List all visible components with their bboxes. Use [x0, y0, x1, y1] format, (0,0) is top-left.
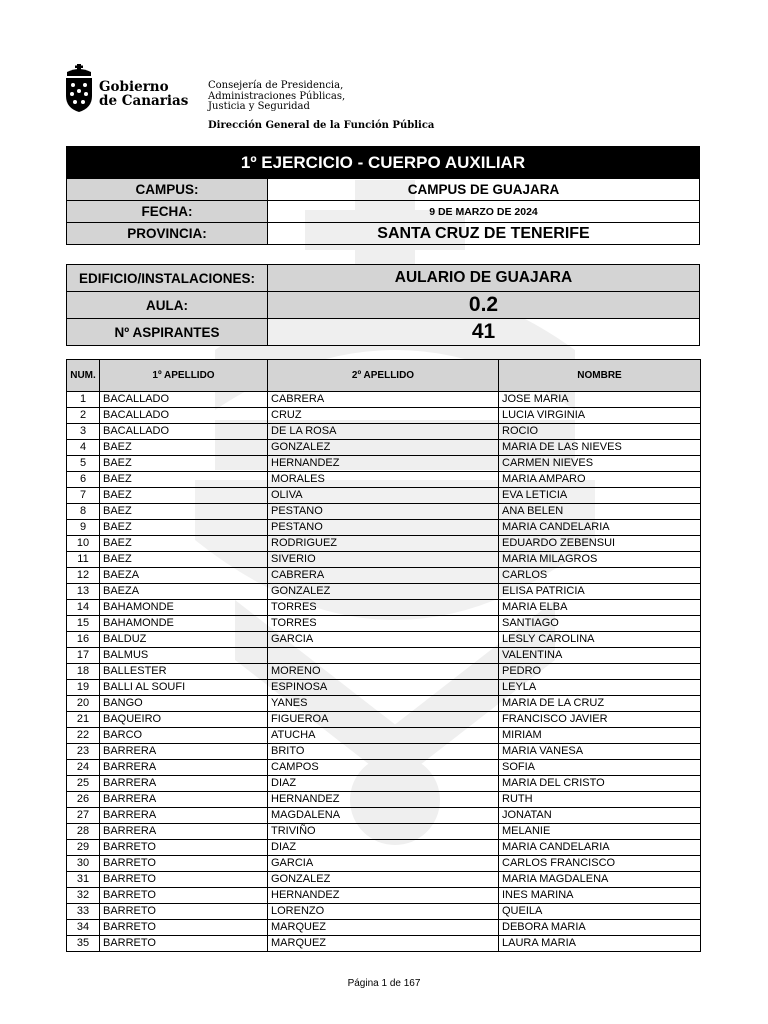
row-apellido1: BARRERA: [100, 792, 268, 808]
row-num: 21: [67, 712, 100, 728]
table-row: [67, 712, 701, 728]
row-apellido1: BARRETO: [100, 888, 268, 904]
row-apellido1: BALMUS: [100, 648, 268, 664]
row-apellido2: [268, 648, 499, 664]
row-apellido1: BALLI AL SOUFI: [100, 680, 268, 696]
row-apellido1: BARRETO: [100, 936, 268, 952]
row-nombre: DEBORA MARIA: [499, 920, 701, 936]
table-row: [67, 616, 701, 632]
consejeria-text: [208, 81, 345, 113]
row-apellido1: BALLESTER: [100, 664, 268, 680]
row-apellido2: HERNANDEZ: [268, 888, 499, 904]
row-nombre: MARIA DE LA CRUZ: [499, 696, 701, 712]
row-apellido2: HERNANDEZ: [268, 456, 499, 472]
row-num: 5: [67, 456, 100, 472]
provincia-label: PROVINCIA:: [67, 223, 268, 245]
fecha-label: FECHA:: [67, 201, 268, 223]
row-apellido1: BAHAMONDE: [100, 616, 268, 632]
row-num: 6: [67, 472, 100, 488]
row-apellido1: BAEZ: [100, 488, 268, 504]
table-row: [67, 936, 701, 952]
row-apellido1: BAEZ: [100, 440, 268, 456]
row-num: 17: [67, 648, 100, 664]
table-row: [67, 520, 701, 536]
table-row: [67, 552, 701, 568]
row-num: 27: [67, 808, 100, 824]
table-row: [67, 728, 701, 744]
row-apellido2: GONZALEZ: [268, 440, 499, 456]
col-header-apellido1: 1º APELLIDO: [100, 360, 268, 392]
row-apellido1: BARRETO: [100, 856, 268, 872]
table-row: [67, 744, 701, 760]
logo-line-2: de Canarias: [99, 93, 189, 109]
row-nombre: JOSE MARIA: [499, 392, 701, 408]
row-nombre: LEYLA: [499, 680, 701, 696]
row-nombre: VALENTINA: [499, 648, 701, 664]
row-apellido2: RODRIGUEZ: [268, 536, 499, 552]
page-number: Página 1 de 167: [347, 978, 421, 989]
row-nombre: LUCIA VIRGINIA: [499, 408, 701, 424]
table-row: [67, 536, 701, 552]
row-nombre: MARIA ELBA: [499, 600, 701, 616]
row-nombre: MARIA VANESA: [499, 744, 701, 760]
table-row: [67, 824, 701, 840]
row-apellido1: BANGO: [100, 696, 268, 712]
table-row: [67, 792, 701, 808]
row-apellido2: PESTANO: [268, 504, 499, 520]
row-num: 22: [67, 728, 100, 744]
table-row: [67, 664, 701, 680]
row-apellido1: BAEZ: [100, 504, 268, 520]
row-apellido2: CRUZ: [268, 408, 499, 424]
row-apellido1: BARRETO: [100, 904, 268, 920]
row-nombre: CARLOS FRANCISCO: [499, 856, 701, 872]
row-apellido2: GARCIA: [268, 856, 499, 872]
row-apellido1: BARRETO: [100, 872, 268, 888]
row-apellido1: BARRETO: [100, 840, 268, 856]
table-row: [67, 888, 701, 904]
row-nombre: EDUARDO ZEBENSUI: [499, 536, 701, 552]
row-apellido1: BARRERA: [100, 760, 268, 776]
row-num: 24: [67, 760, 100, 776]
row-apellido1: BAEZ: [100, 456, 268, 472]
canarias-shield-icon: [64, 64, 94, 112]
table-row: [67, 504, 701, 520]
table-row: [67, 408, 701, 424]
row-apellido1: BACALLADO: [100, 424, 268, 440]
row-num: 4: [67, 440, 100, 456]
row-apellido2: ESPINOSA: [268, 680, 499, 696]
table-row: [67, 424, 701, 440]
table-row: [67, 456, 701, 472]
row-num: 28: [67, 824, 100, 840]
edificio-label: EDIFICIO/INSTALACIONES:: [67, 265, 268, 292]
row-apellido1: BARRERA: [100, 808, 268, 824]
row-apellido1: BAHAMONDE: [100, 600, 268, 616]
row-nombre: EVA LETICIA: [499, 488, 701, 504]
row-apellido2: CABRERA: [268, 568, 499, 584]
row-nombre: QUEILA: [499, 904, 701, 920]
row-num: 14: [67, 600, 100, 616]
row-apellido1: BARRERA: [100, 744, 268, 760]
table-row: [67, 600, 701, 616]
row-apellido1: BAEZ: [100, 552, 268, 568]
row-num: 33: [67, 904, 100, 920]
row-apellido1: BAEZA: [100, 584, 268, 600]
row-nombre: ROCIO: [499, 424, 701, 440]
room-info-table: [66, 264, 700, 346]
row-num: 12: [67, 568, 100, 584]
row-apellido2: MAGDALENA: [268, 808, 499, 824]
exam-title: 1º EJERCICIO - CUERPO AUXILIAR: [67, 147, 700, 179]
row-apellido2: YANES: [268, 696, 499, 712]
campus-value: CAMPUS DE GUAJARA: [268, 179, 700, 201]
row-num: 16: [67, 632, 100, 648]
row-apellido2: MORALES: [268, 472, 499, 488]
edificio-value: AULARIO DE GUAJARA: [268, 265, 700, 292]
table-row: [67, 392, 701, 408]
row-num: 32: [67, 888, 100, 904]
row-apellido1: BAEZ: [100, 472, 268, 488]
row-num: 23: [67, 744, 100, 760]
row-apellido2: GARCIA: [268, 632, 499, 648]
row-apellido2: LORENZO: [268, 904, 499, 920]
table-row: [67, 584, 701, 600]
row-apellido1: BARRERA: [100, 776, 268, 792]
candidates-table: [66, 359, 701, 952]
row-num: 35: [67, 936, 100, 952]
table-row: [67, 440, 701, 456]
row-nombre: MARIA DEL CRISTO: [499, 776, 701, 792]
row-apellido2: DIAZ: [268, 840, 499, 856]
row-num: 7: [67, 488, 100, 504]
table-row: [67, 872, 701, 888]
candidates-body: [67, 392, 701, 952]
col-header-nombre: NOMBRE: [499, 360, 701, 392]
row-apellido2: OLIVA: [268, 488, 499, 504]
row-nombre: PEDRO: [499, 664, 701, 680]
row-nombre: FRANCISCO JAVIER: [499, 712, 701, 728]
row-nombre: MIRIAM: [499, 728, 701, 744]
exam-info-table: [66, 146, 700, 245]
table-row: [67, 840, 701, 856]
row-num: 1: [67, 392, 100, 408]
row-nombre: LESLY CAROLINA: [499, 632, 701, 648]
consejeria-line-1: Consejería de Presidencia,: [208, 80, 344, 91]
document-header: [64, 62, 464, 134]
row-nombre: ELISA PATRICIA: [499, 584, 701, 600]
row-apellido2: CAMPOS: [268, 760, 499, 776]
logo-line-1: Gobierno: [99, 79, 169, 95]
row-num: 34: [67, 920, 100, 936]
row-apellido2: MARQUEZ: [268, 920, 499, 936]
table-row: [67, 648, 701, 664]
row-apellido1: BAEZ: [100, 520, 268, 536]
table-row: [67, 856, 701, 872]
table-row: [67, 904, 701, 920]
row-nombre: CARMEN NIEVES: [499, 456, 701, 472]
aula-value: 0.2: [268, 292, 700, 319]
row-num: 15: [67, 616, 100, 632]
row-num: 19: [67, 680, 100, 696]
row-nombre: ANA BELEN: [499, 504, 701, 520]
row-num: 9: [67, 520, 100, 536]
row-apellido1: BARRETO: [100, 920, 268, 936]
row-apellido1: BARRERA: [100, 824, 268, 840]
table-row: [67, 696, 701, 712]
row-apellido2: MORENO: [268, 664, 499, 680]
aspirantes-value: 41: [268, 319, 700, 346]
row-num: 3: [67, 424, 100, 440]
row-num: 25: [67, 776, 100, 792]
row-apellido2: PESTANO: [268, 520, 499, 536]
row-nombre: MELANIE: [499, 824, 701, 840]
table-row: [67, 680, 701, 696]
row-nombre: MARIA MILAGROS: [499, 552, 701, 568]
row-num: 13: [67, 584, 100, 600]
row-nombre: SOFIA: [499, 760, 701, 776]
row-apellido1: BAQUEIRO: [100, 712, 268, 728]
row-apellido2: GONZALEZ: [268, 872, 499, 888]
row-num: 18: [67, 664, 100, 680]
consejeria-line-2: Administraciones Públicas,: [208, 90, 346, 102]
row-apellido1: BAEZ: [100, 536, 268, 552]
row-apellido2: TORRES: [268, 600, 499, 616]
row-nombre: CARLOS: [499, 568, 701, 584]
row-num: 26: [67, 792, 100, 808]
table-row: [67, 632, 701, 648]
row-nombre: MARIA CANDELARIA: [499, 840, 701, 856]
direccion-general: Dirección General de la Función Pública: [208, 120, 435, 131]
table-row: [67, 472, 701, 488]
aula-label: AULA:: [67, 292, 268, 319]
row-nombre: LAURA MARIA: [499, 936, 701, 952]
row-num: 11: [67, 552, 100, 568]
row-apellido2: HERNANDEZ: [268, 792, 499, 808]
table-row: [67, 488, 701, 504]
row-num: 10: [67, 536, 100, 552]
row-nombre: MARIA MAGDALENA: [499, 872, 701, 888]
row-nombre: RUTH: [499, 792, 701, 808]
row-apellido2: DIAZ: [268, 776, 499, 792]
logo-wordmark: [99, 80, 188, 108]
row-apellido2: CABRERA: [268, 392, 499, 408]
fecha-value: 9 DE MARZO DE 2024: [268, 201, 700, 223]
row-apellido2: BRITO: [268, 744, 499, 760]
row-nombre: SANTIAGO: [499, 616, 701, 632]
row-apellido1: BACALLADO: [100, 408, 268, 424]
row-apellido2: MARQUEZ: [268, 936, 499, 952]
table-row: [67, 920, 701, 936]
row-apellido2: TORRES: [268, 616, 499, 632]
consejeria-line-3: Justicia y Seguridad: [208, 101, 310, 112]
row-num: 8: [67, 504, 100, 520]
row-apellido2: TRIVIÑO: [268, 824, 499, 840]
row-apellido2: SIVERIO: [268, 552, 499, 568]
row-nombre: MARIA DE LAS NIEVES: [499, 440, 701, 456]
row-nombre: MARIA CANDELARIA: [499, 520, 701, 536]
row-apellido2: DE LA ROSA: [268, 424, 499, 440]
row-apellido1: BALDUZ: [100, 632, 268, 648]
aspirantes-label: Nº ASPIRANTES: [67, 319, 268, 346]
row-apellido2: ATUCHA: [268, 728, 499, 744]
row-num: 31: [67, 872, 100, 888]
table-row: [67, 808, 701, 824]
row-nombre: JONATAN: [499, 808, 701, 824]
row-num: 30: [67, 856, 100, 872]
provincia-value: SANTA CRUZ DE TENERIFE: [268, 223, 700, 245]
campus-label: CAMPUS:: [67, 179, 268, 201]
row-apellido2: GONZALEZ: [268, 584, 499, 600]
col-header-num: NUM.: [67, 360, 100, 392]
row-apellido1: BARCO: [100, 728, 268, 744]
col-header-apellido2: 2º APELLIDO: [268, 360, 499, 392]
table-header-row: [67, 360, 701, 392]
row-apellido2: FIGUEROA: [268, 712, 499, 728]
table-row: [67, 760, 701, 776]
row-num: 29: [67, 840, 100, 856]
row-apellido1: BAEZA: [100, 568, 268, 584]
row-num: 2: [67, 408, 100, 424]
row-apellido1: BACALLADO: [100, 392, 268, 408]
table-row: [67, 568, 701, 584]
row-nombre: MARIA AMPARO: [499, 472, 701, 488]
row-nombre: INES MARINA: [499, 888, 701, 904]
row-num: 20: [67, 696, 100, 712]
table-row: [67, 776, 701, 792]
